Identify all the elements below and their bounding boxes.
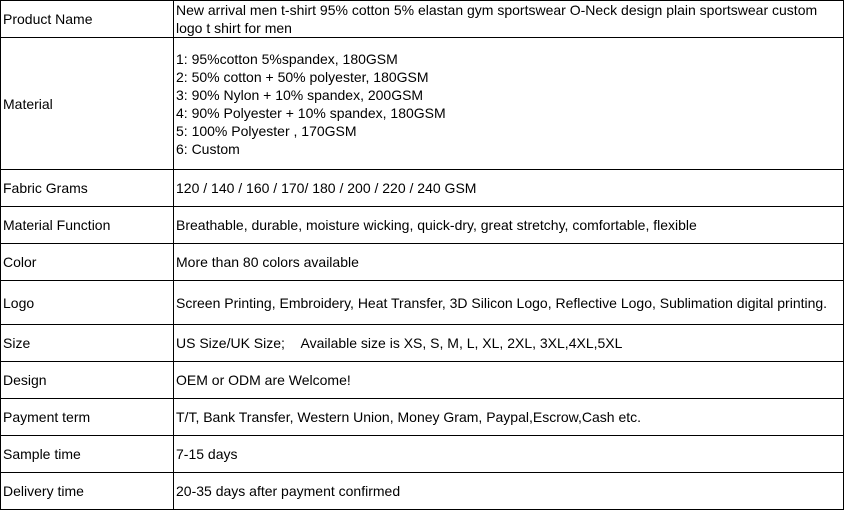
spec-label: Material Function <box>1 207 174 244</box>
spec-value: 7-15 days <box>174 436 844 473</box>
spec-label: Payment term <box>1 399 174 436</box>
spec-value: Breathable, durable, moisture wicking, quick-dry, great stretchy, comfortable, flexible <box>174 207 844 244</box>
spec-value: Screen Printing, Embroidery, Heat Transfer, 3D Silicon Logo, Reflective Logo, Sublimation digital printing. <box>174 281 844 325</box>
spec-row-design <box>1 362 844 399</box>
material-option: 3: 90% Nylon + 10% spandex, 200GSM <box>176 86 424 103</box>
spec-label: Delivery time <box>1 473 174 510</box>
spec-value: 120 / 140 / 160 / 170/ 180 / 200 / 220 / 240 GSM <box>174 170 844 207</box>
spec-row-size <box>1 325 844 362</box>
spec-label: Product Name <box>1 1 174 38</box>
product-name-text: New arrival men t-shirt 95% cotton 5% elastan gym sportswear O-Neck design plain sportswear custom logo t shirt for men <box>176 2 818 36</box>
spec-row-material-function <box>1 207 844 244</box>
material-option: 2: 50% cotton + 50% polyester, 180GSM <box>176 68 429 85</box>
spec-row-color <box>1 244 844 281</box>
spec-row-product-name <box>1 1 844 38</box>
spec-label: Color <box>1 244 174 281</box>
spec-label: Sample time <box>1 436 174 473</box>
material-option: 5: 100% Polyester , 170GSM <box>176 122 357 139</box>
spec-value: 20-35 days after payment confirmed <box>174 473 844 510</box>
material-option: 1: 95%cotton 5%spandex, 180GSM <box>176 50 398 67</box>
spec-row-sample-time <box>1 436 844 473</box>
spec-row-delivery-time <box>1 473 844 510</box>
spec-value: US Size/UK Size; Available size is XS, S, M, L, XL, 2XL, 3XL,4XL,5XL <box>174 325 844 362</box>
spec-value: T/T, Bank Transfer, Western Union, Money Gram, Paypal,Escrow,Cash etc. <box>174 399 844 436</box>
material-option: 4: 90% Polyester + 10% spandex, 180GSM <box>176 104 446 121</box>
spec-value: OEM or ODM are Welcome! <box>174 362 844 399</box>
spec-row-logo <box>1 281 844 325</box>
spec-value <box>174 38 844 170</box>
spec-value: More than 80 colors available <box>174 244 844 281</box>
spec-label: Logo <box>1 281 174 325</box>
spec-label: Design <box>1 362 174 399</box>
spec-row-material <box>1 38 844 170</box>
material-option: 6: Custom <box>176 140 240 157</box>
spec-label: Size <box>1 325 174 362</box>
spec-label: Fabric Grams <box>1 170 174 207</box>
spec-row-payment-term <box>1 399 844 436</box>
spec-label: Material <box>1 38 174 170</box>
spec-row-fabric-grams <box>1 170 844 207</box>
spec-value <box>174 1 844 38</box>
